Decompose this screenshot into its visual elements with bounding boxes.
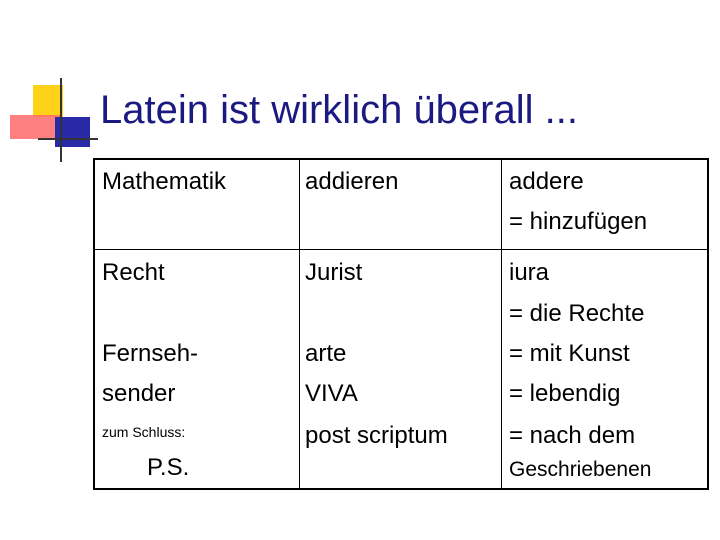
cell-word-arte: arte	[305, 340, 347, 367]
vocabulary-table	[93, 158, 709, 490]
row-divider-col2	[299, 249, 501, 250]
cell-meaning-geschriebenen: Geschriebenen	[509, 458, 652, 481]
cell-subject-fernseh: Fernseh-	[102, 340, 199, 367]
cell-latin-addere: addere	[509, 168, 584, 195]
cell-subject-recht: Recht	[102, 259, 165, 286]
red-bar-shape	[10, 115, 60, 139]
row-divider-col3	[501, 249, 709, 250]
row-divider-col1	[95, 249, 299, 250]
cell-meaning-mit-kunst: = mit Kunst	[509, 340, 630, 367]
cell-meaning-hinzufuegen: = hinzufügen	[509, 208, 648, 235]
cell-latin-iura: iura	[509, 259, 550, 286]
cell-word-post-scriptum: post scriptum	[305, 422, 448, 449]
column-divider-2	[501, 160, 502, 488]
cell-subject-sender: sender	[102, 380, 176, 407]
cell-subject-ps: P.S.	[147, 454, 190, 481]
slide-title: Latein ist wirklich überall ...	[100, 88, 578, 132]
cell-label-zum-schluss: zum Schluss:	[102, 424, 186, 440]
cell-subject-math: Mathematik	[102, 168, 227, 195]
title-ornament	[0, 0, 100, 170]
horizontal-line-shape	[38, 138, 98, 140]
cell-meaning-rechte: = die Rechte	[509, 300, 645, 327]
yellow-square-shape	[33, 85, 63, 117]
cell-word-addieren: addieren	[305, 168, 399, 195]
cell-word-jurist: Jurist	[305, 259, 363, 286]
cell-word-viva: VIVA	[305, 380, 358, 407]
vertical-line-shape	[60, 78, 62, 162]
cell-meaning-nach-dem: = nach dem	[509, 422, 636, 449]
cell-meaning-lebendig: = lebendig	[509, 380, 621, 407]
column-divider-1	[299, 160, 300, 488]
